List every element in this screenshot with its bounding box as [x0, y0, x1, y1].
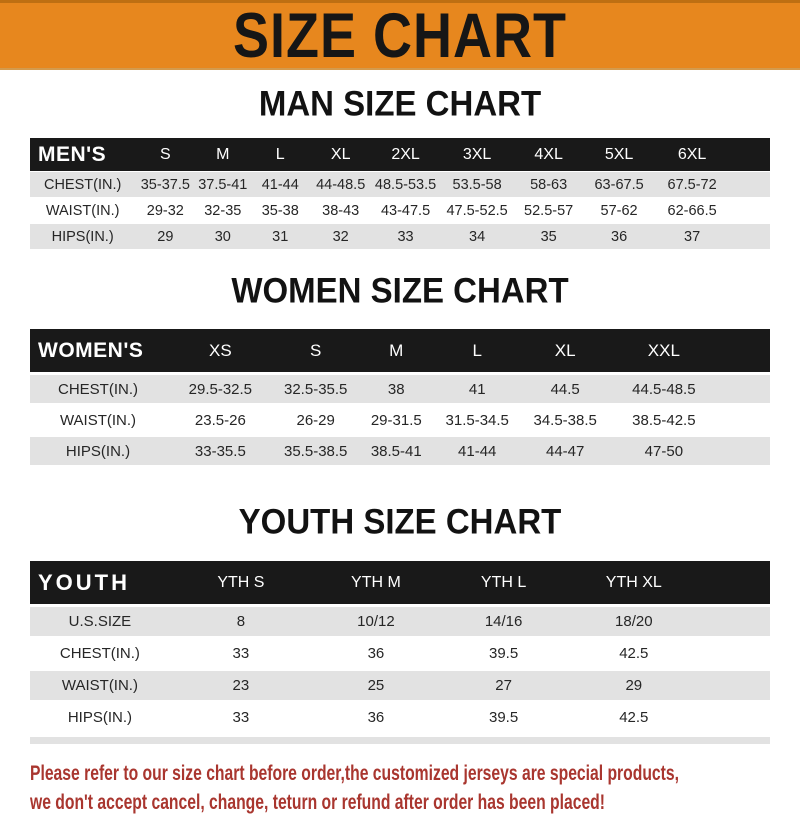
- size-value: 58-63: [514, 172, 583, 197]
- size-value: 36: [312, 703, 440, 732]
- man-size-table: [30, 137, 770, 250]
- size-value: 25: [312, 671, 440, 700]
- spacer-cell: [700, 703, 770, 732]
- column-header: M: [357, 329, 436, 372]
- women-size-table: [30, 326, 770, 468]
- table-row: [30, 406, 770, 434]
- youth-size-chart-heading: YOUTH SIZE CHART: [238, 501, 562, 542]
- women-size-chart-heading: WOMEN SIZE CHART: [231, 270, 569, 311]
- section-women: [0, 272, 800, 468]
- size-value: 42.5: [567, 703, 700, 732]
- size-value: 29: [135, 224, 195, 249]
- header-row: [30, 138, 770, 171]
- row-label: WAIST(IN.): [30, 671, 170, 700]
- spacer-cell: [700, 639, 770, 668]
- column-header: M: [195, 138, 250, 171]
- size-value: 39.5: [440, 703, 567, 732]
- youth-size-table: [30, 558, 770, 735]
- size-value: 38-43: [310, 198, 371, 223]
- size-value: 39.5: [440, 639, 567, 668]
- table-title-cell: WOMEN'S: [30, 329, 166, 372]
- size-value: 44.5: [519, 375, 612, 403]
- footer-note-line2: we don't accept cancel, change, teturn or refund after order has been placed!: [30, 790, 606, 814]
- spacer-cell: [716, 406, 770, 434]
- spacer-cell: [729, 172, 770, 197]
- size-value: 29-31.5: [357, 406, 436, 434]
- table-row: [30, 437, 770, 465]
- size-value: 31: [250, 224, 310, 249]
- table-row: [30, 172, 770, 197]
- spacer-cell: [700, 607, 770, 636]
- column-header: XXL: [612, 329, 716, 372]
- size-value: 37: [655, 224, 729, 249]
- table-title-cell: MEN'S: [30, 138, 135, 171]
- table-row: [30, 224, 770, 249]
- row-label: WAIST(IN.): [30, 198, 135, 223]
- footer-note: [30, 760, 800, 816]
- column-header: L: [250, 138, 310, 171]
- size-value: 41: [436, 375, 519, 403]
- column-header: YTH L: [440, 561, 567, 604]
- size-value: 47.5-52.5: [440, 198, 514, 223]
- size-value: 34: [440, 224, 514, 249]
- row-label: CHEST(IN.): [30, 639, 170, 668]
- size-value: 41-44: [436, 437, 519, 465]
- size-value: 38.5-41: [357, 437, 436, 465]
- size-value: 62-66.5: [655, 198, 729, 223]
- column-header: XL: [310, 138, 371, 171]
- column-header: S: [275, 329, 357, 372]
- size-value: 36: [312, 639, 440, 668]
- row-label: U.S.SIZE: [30, 607, 170, 636]
- table-row: [30, 198, 770, 223]
- column-header: XS: [166, 329, 275, 372]
- size-value: 23.5-26: [166, 406, 275, 434]
- size-value: 48.5-53.5: [371, 172, 440, 197]
- man-size-chart-heading: MAN SIZE CHART: [258, 83, 542, 124]
- table-row: [30, 639, 770, 668]
- column-header: 5XL: [583, 138, 655, 171]
- row-label: WAIST(IN.): [30, 406, 166, 434]
- size-value: 29: [567, 671, 700, 700]
- spacer-cell: [716, 329, 770, 372]
- size-value: 23: [170, 671, 312, 700]
- size-value: 37.5-41: [195, 172, 250, 197]
- spacer-cell: [729, 198, 770, 223]
- size-value: 18/20: [567, 607, 700, 636]
- table-row: [30, 607, 770, 636]
- size-value: 32-35: [195, 198, 250, 223]
- column-header: YTH XL: [567, 561, 700, 604]
- table-row: [30, 375, 770, 403]
- size-value: 52.5-57: [514, 198, 583, 223]
- column-header: L: [436, 329, 519, 372]
- size-value: 8: [170, 607, 312, 636]
- row-label: CHEST(IN.): [30, 172, 135, 197]
- size-value: 38: [357, 375, 436, 403]
- size-value: 33-35.5: [166, 437, 275, 465]
- table-row: [30, 671, 770, 700]
- spacer-cell: [729, 138, 770, 171]
- footer-note-line1: Please refer to our size chart before order,the customized jerseys are special products,: [30, 761, 679, 785]
- size-value: 31.5-34.5: [436, 406, 519, 434]
- size-value: 44.5-48.5: [612, 375, 716, 403]
- spacer-cell: [729, 224, 770, 249]
- banner-title: SIZE CHART: [233, 0, 567, 71]
- spacer-cell: [716, 437, 770, 465]
- spacer-cell: [716, 375, 770, 403]
- row-label: HIPS(IN.): [30, 224, 135, 249]
- size-value: 32.5-35.5: [275, 375, 357, 403]
- size-value: 44-47: [519, 437, 612, 465]
- size-value: 27: [440, 671, 567, 700]
- size-value: 42.5: [567, 639, 700, 668]
- size-value: 41-44: [250, 172, 310, 197]
- size-value: 33: [170, 703, 312, 732]
- size-value: 32: [310, 224, 371, 249]
- size-value: 34.5-38.5: [519, 406, 612, 434]
- table-row: [30, 703, 770, 732]
- spacer-cell: [700, 671, 770, 700]
- size-value: 33: [371, 224, 440, 249]
- column-header: S: [135, 138, 195, 171]
- size-value: 10/12: [312, 607, 440, 636]
- column-header: 6XL: [655, 138, 729, 171]
- size-value: 33: [170, 639, 312, 668]
- size-value: 35-37.5: [135, 172, 195, 197]
- header-row: [30, 329, 770, 372]
- size-value: 38.5-42.5: [612, 406, 716, 434]
- column-header: YTH M: [312, 561, 440, 604]
- sections-container: [0, 85, 800, 744]
- column-header: 2XL: [371, 138, 440, 171]
- column-header: 3XL: [440, 138, 514, 171]
- row-label: CHEST(IN.): [30, 375, 166, 403]
- size-value: 35: [514, 224, 583, 249]
- size-value: 53.5-58: [440, 172, 514, 197]
- section-youth: [0, 503, 800, 744]
- size-value: 44-48.5: [310, 172, 371, 197]
- size-value: 30: [195, 224, 250, 249]
- size-value: 47-50: [612, 437, 716, 465]
- banner: [0, 0, 800, 70]
- row-label: HIPS(IN.): [30, 437, 166, 465]
- row-label: HIPS(IN.): [30, 703, 170, 732]
- size-value: 14/16: [440, 607, 567, 636]
- column-header: YTH S: [170, 561, 312, 604]
- size-value: 29-32: [135, 198, 195, 223]
- size-value: 43-47.5: [371, 198, 440, 223]
- table-bottom-strip: [30, 737, 770, 744]
- column-header: 4XL: [514, 138, 583, 171]
- size-value: 67.5-72: [655, 172, 729, 197]
- section-man: [0, 85, 800, 250]
- size-value: 26-29: [275, 406, 357, 434]
- size-value: 57-62: [583, 198, 655, 223]
- size-value: 63-67.5: [583, 172, 655, 197]
- size-value: 36: [583, 224, 655, 249]
- size-value: 35-38: [250, 198, 310, 223]
- header-row: [30, 561, 770, 604]
- column-header: XL: [519, 329, 612, 372]
- table-title-cell: YOUTH: [30, 561, 170, 604]
- size-value: 29.5-32.5: [166, 375, 275, 403]
- size-value: 35.5-38.5: [275, 437, 357, 465]
- spacer-cell: [700, 561, 770, 604]
